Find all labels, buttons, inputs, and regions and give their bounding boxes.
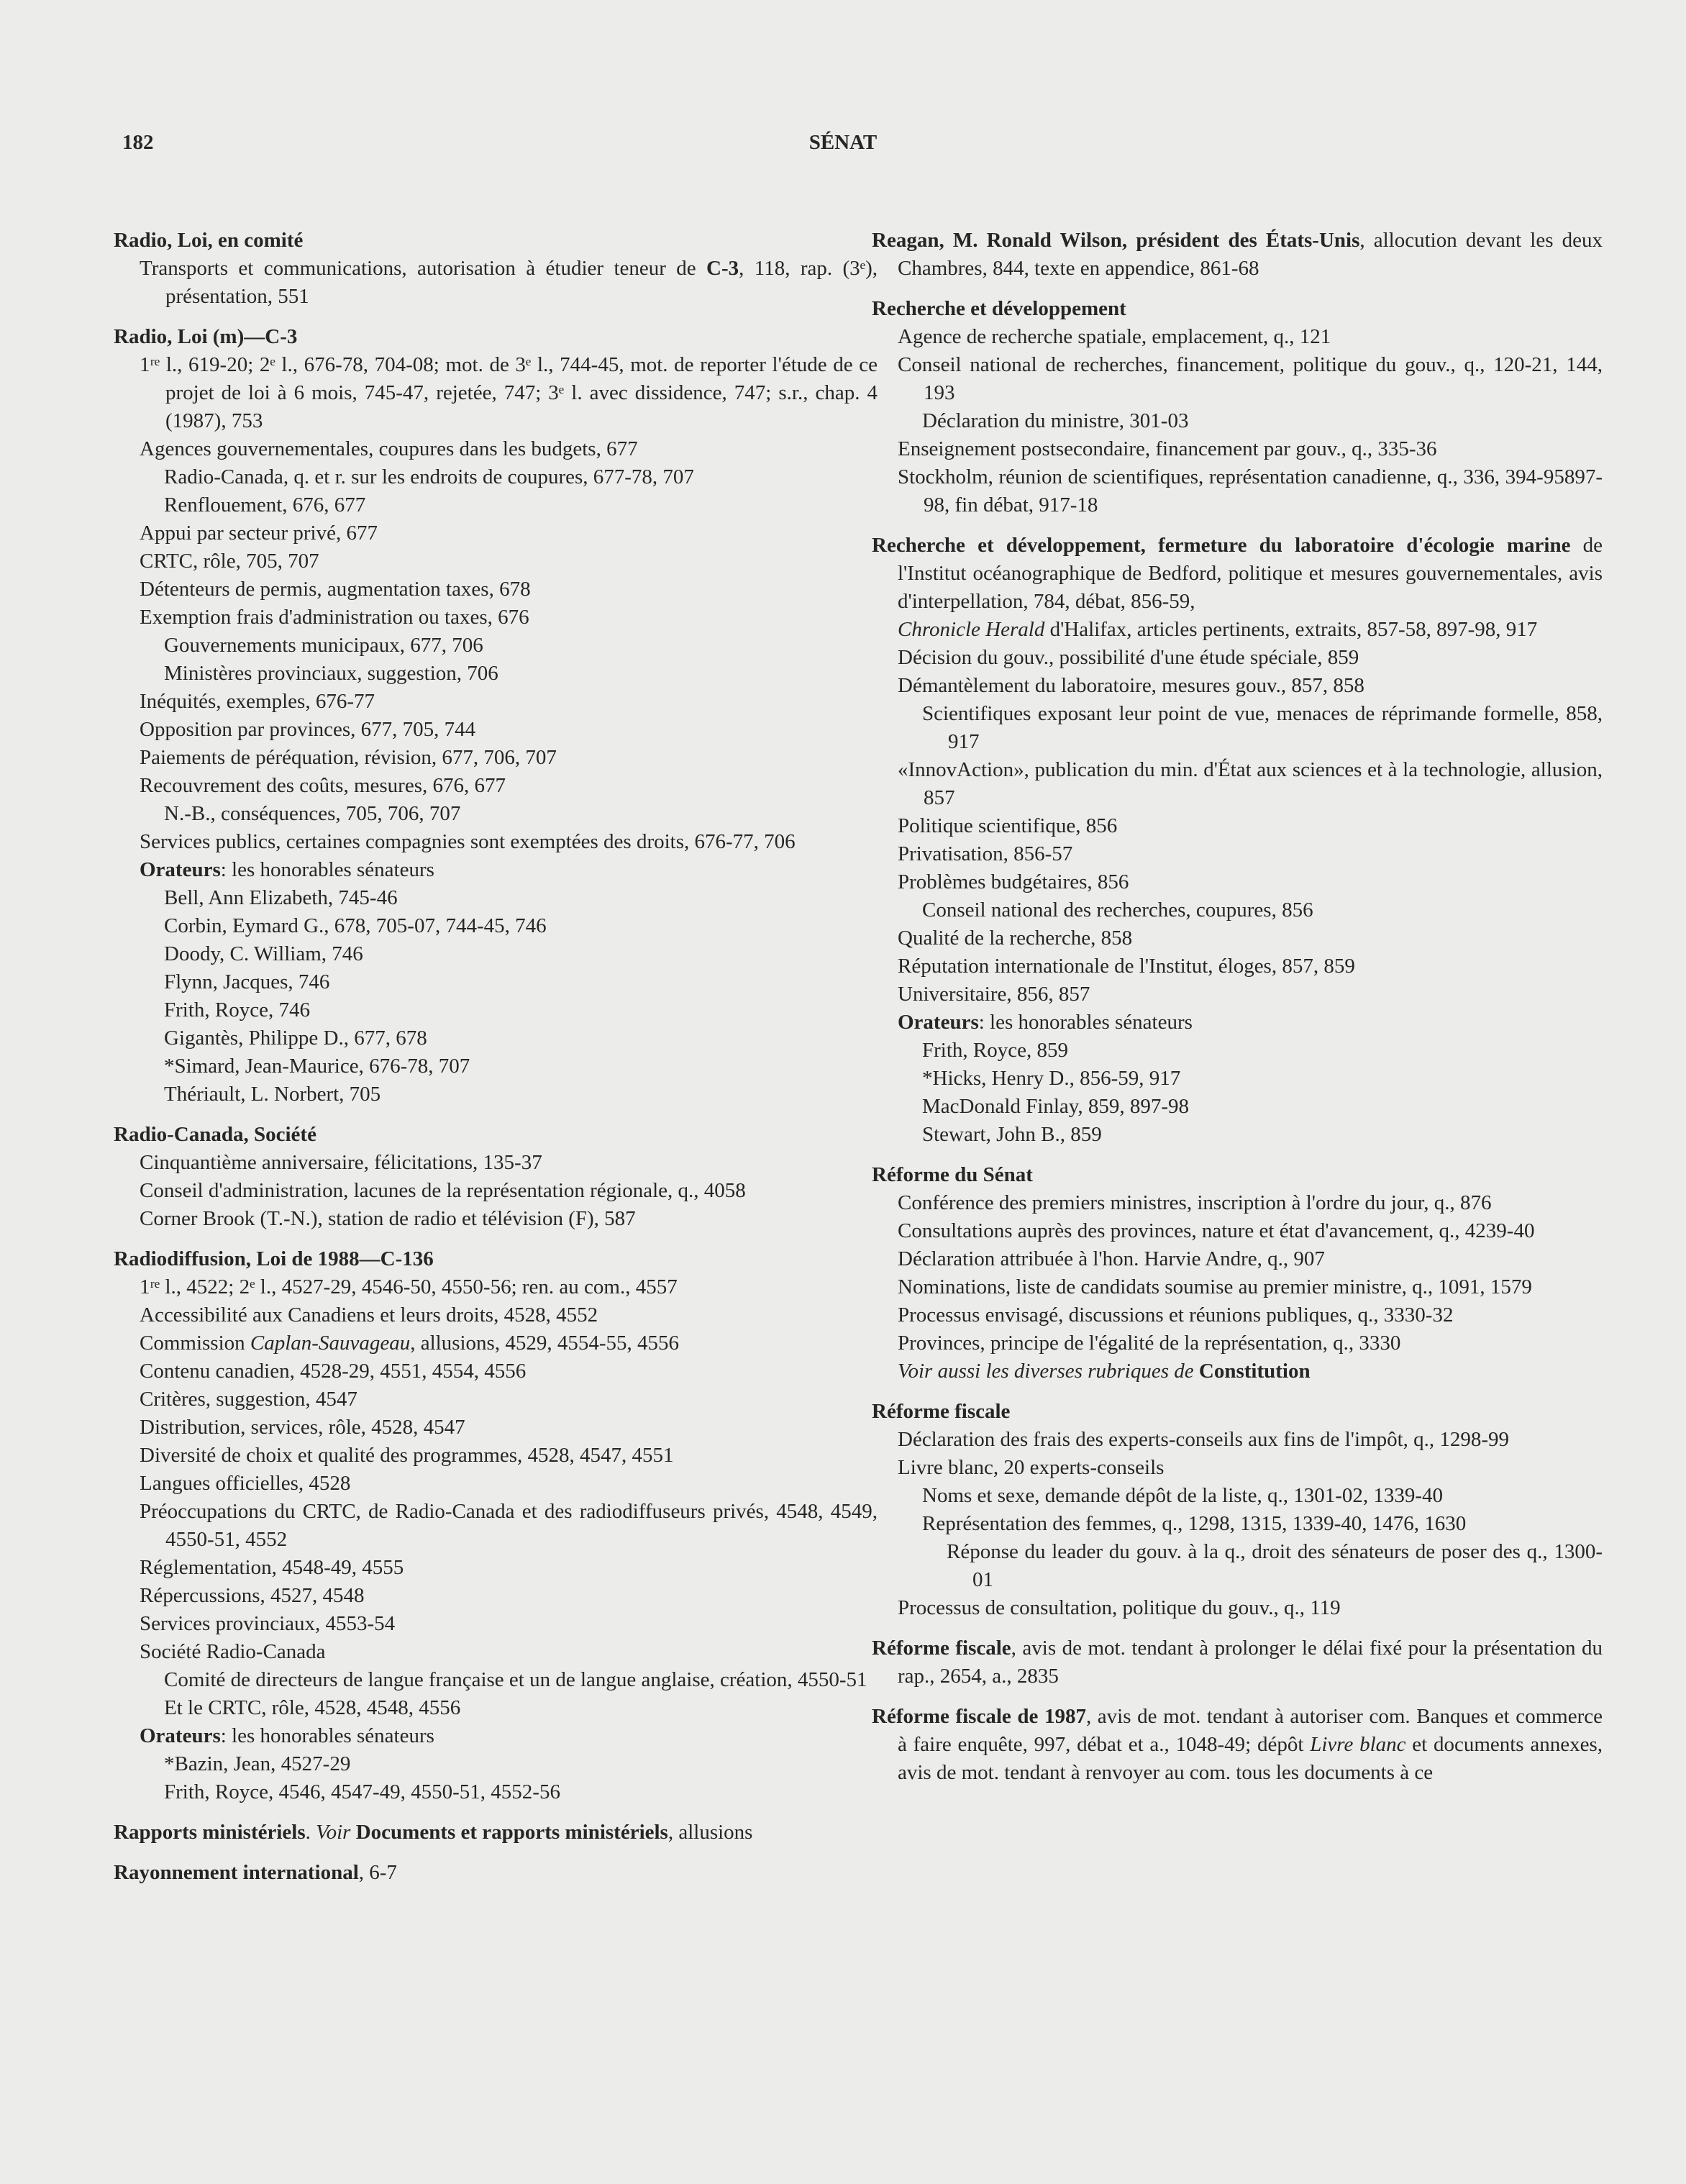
index-subentry	[114, 828, 878, 856]
index-text: Voir	[316, 1821, 351, 1844]
index-subentry	[872, 840, 1603, 868]
index-subentry	[872, 1245, 1603, 1273]
index-text: C-3	[706, 257, 739, 280]
index-subentry	[114, 1024, 878, 1052]
index-entry	[114, 1859, 878, 1887]
index-text: Processus envisagé, discussions et réunions publiques, q., 3330-32	[898, 1303, 1454, 1327]
index-subentry	[872, 1329, 1603, 1357]
index-text: Langues officielles, 4528	[140, 1472, 351, 1495]
index-text: Thériault, L. Norbert, 705	[164, 1083, 381, 1106]
index-subentry	[872, 407, 1603, 435]
index-text: Corner Brook (T.-N.), station de radio et télévision (F), 587	[140, 1207, 636, 1230]
index-text: , allocution devant les deux Chambres, 844, texte en appendice, 861-68	[898, 229, 1603, 280]
index-subentry	[114, 463, 878, 491]
index-text: Cinquantième anniversaire, félicitations, 135-37	[140, 1151, 542, 1174]
index-text: Répercussions, 4527, 4548	[140, 1584, 365, 1607]
index-text: Orateurs	[140, 858, 221, 881]
index-entry	[872, 227, 1603, 283]
index-subentry	[114, 772, 878, 800]
index-text: Documents et rapports ministériels	[355, 1821, 668, 1844]
index-subentry	[114, 1149, 878, 1177]
index-text: Scientifiques exposant leur point de vue, menaces de réprimande formelle, 858, 917	[922, 702, 1603, 753]
index-text: Appui par secteur privé, 677	[140, 522, 378, 545]
index-subentry	[872, 868, 1603, 896]
index-heading	[872, 295, 1603, 323]
index-subentry	[872, 896, 1603, 924]
index-subentry	[872, 616, 1603, 644]
running-title: SÉNAT	[808, 131, 878, 154]
index-subentry	[114, 575, 878, 604]
index-text: Accessibilité aux Canadiens et leurs droits, 4528, 4552	[140, 1303, 598, 1327]
index-text: Recherche et développement	[872, 297, 1126, 320]
index-text: Radio-Canada, q. et r. sur les endroits de coupures, 677-78, 707	[164, 465, 694, 488]
index-subentry	[872, 756, 1603, 812]
index-subentry	[872, 1301, 1603, 1329]
index-text: Orateurs	[898, 1011, 979, 1034]
index-text: Qualité de la recherche, 858	[898, 927, 1133, 950]
index-text: *Bazin, Jean, 4527-29	[164, 1752, 351, 1775]
index-text: Conseil national des recherches, coupures, 856	[922, 898, 1313, 922]
page-number: 182	[122, 131, 154, 154]
index-heading	[872, 532, 1603, 616]
index-text: 1ʳᵉ l., 619-20; 2ᵉ l., 676-78, 704-08; mot. de 3ᵉ l., 744-45, mot. de reporter l'étude de ce projet de loi à 6 mois, 745-47, rejetée, 747; 3ᵉ l. avec dissidence, 747; s.r., chap. 4 (1987), 753	[140, 353, 878, 432]
index-subentry	[114, 1177, 878, 1205]
index-text: Déclaration attribuée à l'hon. Harvie Andre, q., 907	[898, 1247, 1325, 1270]
index-text: , avis de mot. tendant à prolonger le délai fixé pour la présentation du rap., 2654, a., 2835	[898, 1637, 1603, 1688]
index-heading	[114, 1245, 878, 1273]
index-entry	[872, 1161, 1603, 1386]
index-text: Provinces, principe de l'égalité de la représentation, q., 3330	[898, 1332, 1401, 1355]
index-subentry	[114, 1722, 878, 1750]
index-text: Exemption frais d'administration ou taxes, 676	[140, 606, 529, 629]
index-subentry	[114, 519, 878, 547]
index-text: Problèmes budgétaires, 856	[898, 870, 1129, 893]
index-subentry	[872, 672, 1603, 700]
index-text: Orateurs	[140, 1724, 221, 1747]
index-text: Réforme du Sénat	[872, 1163, 1033, 1186]
index-subentry	[872, 323, 1603, 351]
index-subentry	[872, 1037, 1603, 1065]
index-subentry	[872, 1065, 1603, 1093]
index-text: *Simard, Jean-Maurice, 676-78, 707	[164, 1055, 470, 1078]
index-text: Constitution	[1198, 1360, 1311, 1383]
index-text: Rapports ministériels	[114, 1821, 306, 1844]
index-entry	[114, 227, 878, 311]
index-text: , 6-7	[358, 1861, 397, 1884]
index-subentry	[114, 1610, 878, 1638]
index-subentry	[872, 1357, 1603, 1386]
index-subentry	[872, 1009, 1603, 1037]
index-text: : les honorables sénateurs	[220, 858, 434, 881]
index-column-left	[114, 227, 878, 1899]
index-text: Ministères provinciaux, suggestion, 706	[164, 662, 498, 685]
index-subentry	[114, 996, 878, 1024]
index-text: Processus de consultation, politique du gouv., q., 119	[898, 1596, 1341, 1619]
index-subentry	[872, 644, 1603, 672]
index-text: Caplan-Sauvageau	[250, 1332, 411, 1355]
index-text: Déclaration des frais des experts-conseils aux fins de l'impôt, q., 1298-99	[898, 1428, 1510, 1451]
index-subentry	[872, 1454, 1603, 1482]
index-subentry	[872, 1426, 1603, 1454]
index-heading	[114, 1121, 878, 1149]
index-subentry	[872, 1273, 1603, 1301]
index-text: Contenu canadien, 4528-29, 4551, 4554, 4556	[140, 1360, 527, 1383]
index-text: Réforme fiscale de 1987	[872, 1705, 1086, 1728]
index-text: Commission	[140, 1332, 250, 1355]
index-subentry	[872, 952, 1603, 980]
index-text: Détenteurs de permis, augmentation taxes, 678	[140, 578, 531, 601]
index-text: , avis de mot. tendant à autoriser com. Banques et commerce à faire enquête, 997, débat et a., 1048-49; dépôt	[898, 1705, 1603, 1756]
index-text: Services publics, certaines compagnies sont exemptées des droits, 676-77, 706	[140, 830, 796, 853]
index-subentry	[114, 351, 878, 435]
index-text: , 118, rap. (3ᵉ), présentation, 551	[165, 257, 878, 308]
index-text: MacDonald Finlay, 859, 897-98	[922, 1095, 1190, 1118]
index-text: de l'Institut océanographique de Bedford, politique et mesures gouvernementales, avis d'interpellation, 784, débat, 856-59,	[898, 534, 1603, 613]
index-text: Recherche et développement, fermeture du laboratoire d'écologie marine	[872, 534, 1571, 557]
index-text: et documents annexes, avis de mot. tendant à renvoyer au com. tous les documents à ce	[898, 1733, 1603, 1784]
index-subentry	[114, 660, 878, 688]
index-text: Gouvernements municipaux, 677, 706	[164, 634, 483, 657]
index-text: Paiements de péréquation, révision, 677, 706, 707	[140, 746, 557, 769]
index-text: Société Radio-Canada	[140, 1640, 326, 1663]
index-text: Et le CRTC, rôle, 4528, 4548, 4556	[164, 1696, 461, 1719]
index-text: Radio-Canada, Société	[114, 1123, 316, 1146]
index-subentry	[114, 1470, 878, 1498]
index-text: Réglementation, 4548-49, 4555	[140, 1556, 404, 1579]
index-text: Réponse du leader du gouv. à la q., droit des sénateurs de poser des q., 1300-01	[947, 1540, 1603, 1591]
index-subentry	[114, 1582, 878, 1610]
index-entry	[872, 295, 1603, 519]
index-text: Comité de directeurs de langue française et un de langue anglaise, création, 4550-51	[164, 1668, 867, 1691]
index-text: Transports et communications, autorisation à étudier teneur de	[140, 257, 707, 280]
index-text	[350, 1821, 355, 1844]
index-heading	[872, 1161, 1603, 1189]
index-subentry	[872, 924, 1603, 952]
index-text: Doody, C. William, 746	[164, 942, 363, 965]
index-text: Préoccupations du CRTC, de Radio-Canada et des radiodiffuseurs privés, 4548, 4549, 4550-51, 4552	[140, 1500, 878, 1551]
index-subentry	[872, 980, 1603, 1009]
index-text: Conférence des premiers ministres, inscription à l'ordre du jour, q., 876	[898, 1191, 1492, 1214]
index-subentry	[872, 351, 1603, 407]
index-subentry	[114, 1080, 878, 1109]
index-subentry	[872, 1189, 1603, 1217]
index-subentry	[114, 800, 878, 828]
index-text: Stockholm, réunion de scientifiques, représentation canadienne, q., 336, 394-95897-98, fin débat, 917-18	[898, 465, 1603, 517]
index-text: : les honorables sénateurs	[978, 1011, 1193, 1034]
index-subentry	[114, 1386, 878, 1414]
index-text: Frith, Royce, 746	[164, 998, 310, 1022]
index-text: Enseignement postsecondaire, financement par gouv., q., 335-36	[898, 437, 1437, 460]
index-text: Noms et sexe, demande dépôt de la liste, q., 1301-02, 1339-40	[922, 1484, 1444, 1507]
index-heading	[114, 227, 878, 255]
index-text: d'Halifax, articles pertinents, extraits, 857-58, 897-98, 917	[1044, 618, 1538, 641]
index-text: Distribution, services, rôle, 4528, 4547	[140, 1416, 465, 1439]
index-text	[1194, 1360, 1199, 1383]
index-text: Reagan, M. Ronald Wilson, président des États-Unis	[872, 229, 1360, 252]
index-text: Critères, suggestion, 4547	[140, 1388, 357, 1411]
index-heading	[872, 1703, 1603, 1787]
index-text: Représentation des femmes, q., 1298, 1315, 1339-40, 1476, 1630	[922, 1512, 1467, 1535]
index-subentry	[872, 1217, 1603, 1245]
index-text: 1ʳᵉ l., 4522; 2ᵉ l., 4527-29, 4546-50, 4550-56; ren. au com., 4557	[140, 1275, 678, 1298]
index-subentry	[114, 1273, 878, 1301]
index-text: Recouvrement des coûts, mesures, 676, 677	[140, 774, 506, 797]
index-entry	[872, 1634, 1603, 1691]
index-heading	[114, 1819, 878, 1847]
index-text: , allusions, 4529, 4554-55, 4556	[410, 1332, 679, 1355]
index-subentry	[872, 463, 1603, 519]
index-subentry	[114, 1498, 878, 1554]
index-subentry	[114, 884, 878, 912]
index-text: : les honorables sénateurs	[220, 1724, 434, 1747]
index-text: Rayonnement international	[114, 1861, 359, 1884]
index-subentry	[114, 632, 878, 660]
index-heading	[872, 227, 1603, 283]
index-subentry	[114, 547, 878, 575]
index-subentry	[872, 812, 1603, 840]
index-subentry	[114, 1414, 878, 1442]
index-entry	[114, 1245, 878, 1806]
index-text: N.-B., conséquences, 705, 706, 707	[164, 802, 461, 825]
index-text: Politique scientifique, 856	[898, 814, 1118, 837]
index-text: Inéquités, exemples, 676-77	[140, 690, 375, 713]
index-text: Agences gouvernementales, coupures dans les budgets, 677	[140, 437, 638, 460]
index-text: Privatisation, 856-57	[898, 842, 1073, 865]
index-subentry	[114, 1554, 878, 1582]
index-subentry	[114, 968, 878, 996]
index-subentry	[114, 744, 878, 772]
index-text: Radio, Loi (m)—C-3	[114, 325, 298, 348]
index-text: *Hicks, Henry D., 856-59, 917	[922, 1067, 1181, 1090]
index-subentry	[114, 1357, 878, 1386]
index-text: Voir aussi les diverses rubriques de	[898, 1360, 1194, 1383]
index-heading	[872, 1634, 1603, 1691]
index-subentry	[872, 1538, 1603, 1594]
index-text: Bell, Ann Elizabeth, 745-46	[164, 886, 398, 909]
index-text: Chronicle Herald	[898, 618, 1045, 641]
index-subentry	[872, 1121, 1603, 1149]
index-text: , allusions	[667, 1821, 753, 1844]
index-text: Conseil national de recherches, financement, politique du gouv., q., 120-21, 144, 193	[898, 353, 1603, 404]
index-text: Consultations auprès des provinces, nature et état d'avancement, q., 4239-40	[898, 1219, 1535, 1242]
index-subentry	[114, 1666, 878, 1694]
index-text: Frith, Royce, 859	[922, 1039, 1068, 1062]
index-text: Flynn, Jacques, 746	[164, 970, 330, 993]
index-subentry	[114, 912, 878, 940]
index-text: Livre blanc, 20 experts-conseils	[898, 1456, 1165, 1479]
index-subentry	[114, 1329, 878, 1357]
index-text: Démantèlement du laboratoire, mesures gouv., 857, 858	[898, 674, 1364, 697]
index-subentry	[872, 1594, 1603, 1622]
index-subentry	[114, 716, 878, 744]
index-heading	[872, 1398, 1603, 1426]
index-text: Diversité de choix et qualité des programmes, 4528, 4547, 4551	[140, 1444, 674, 1467]
index-text: .	[305, 1821, 316, 1844]
index-subentry	[114, 688, 878, 716]
index-text: Services provinciaux, 4553-54	[140, 1612, 396, 1635]
index-subentry	[114, 856, 878, 884]
index-subentry	[114, 1052, 878, 1080]
index-text: Réforme fiscale	[872, 1637, 1011, 1660]
index-text: Conseil d'administration, lacunes de la représentation régionale, q., 4058	[140, 1179, 746, 1202]
index-text: Universitaire, 856, 857	[898, 983, 1090, 1006]
index-text: Frith, Royce, 4546, 4547-49, 4550-51, 4552-56	[164, 1780, 560, 1803]
index-text: Déclaration du ministre, 301-03	[922, 409, 1189, 432]
index-entry	[114, 323, 878, 1109]
index-heading	[114, 323, 878, 351]
index-text: Nominations, liste de candidats soumise au premier ministre, q., 1091, 1579	[898, 1275, 1532, 1298]
index-subentry	[114, 1205, 878, 1233]
index-subentry	[114, 255, 878, 311]
index-text: Livre blanc	[1310, 1733, 1406, 1756]
index-text: Stewart, John B., 859	[922, 1123, 1102, 1146]
index-text: CRTC, rôle, 705, 707	[140, 550, 319, 573]
index-subentry	[114, 1750, 878, 1778]
index-text: Réforme fiscale	[872, 1400, 1011, 1423]
index-text: Radio, Loi, en comité	[114, 229, 304, 252]
index-entry	[114, 1819, 878, 1847]
index-text: Agence de recherche spatiale, emplacement, q., 121	[898, 325, 1331, 348]
index-subentry	[872, 1093, 1603, 1121]
index-entry	[872, 532, 1603, 1149]
index-entry	[872, 1398, 1603, 1622]
index-subentry	[114, 604, 878, 632]
index-subentry	[872, 435, 1603, 463]
index-subentry	[114, 1442, 878, 1470]
index-text: Radiodiffusion, Loi de 1988—C-136	[114, 1247, 434, 1270]
index-text: «InnovAction», publication du min. d'État aux sciences et à la technologie, allusion, 857	[898, 758, 1603, 809]
index-subentry	[114, 1638, 878, 1666]
index-subentry	[872, 700, 1603, 756]
index-subentry	[114, 491, 878, 519]
index-heading	[114, 1859, 878, 1887]
index-entry	[114, 1121, 878, 1233]
index-subentry	[114, 435, 878, 463]
index-text: Réputation internationale de l'Institut, éloges, 857, 859	[898, 955, 1355, 978]
index-text: Décision du gouv., possibilité d'une étude spéciale, 859	[898, 646, 1359, 669]
index-subentry	[114, 1301, 878, 1329]
index-subentry	[872, 1482, 1603, 1510]
index-text: Gigantès, Philippe D., 677, 678	[164, 1027, 427, 1050]
index-subentry	[114, 1694, 878, 1722]
index-column-right	[872, 227, 1603, 1799]
index-text: Opposition par provinces, 677, 705, 744	[140, 718, 476, 741]
index-entry	[872, 1703, 1603, 1787]
index-text: Renflouement, 676, 677	[164, 493, 366, 517]
index-text: Corbin, Eymard G., 678, 705-07, 744-45, 746	[164, 914, 547, 937]
index-subentry	[872, 1510, 1603, 1538]
index-subentry	[114, 940, 878, 968]
index-subentry	[114, 1778, 878, 1806]
